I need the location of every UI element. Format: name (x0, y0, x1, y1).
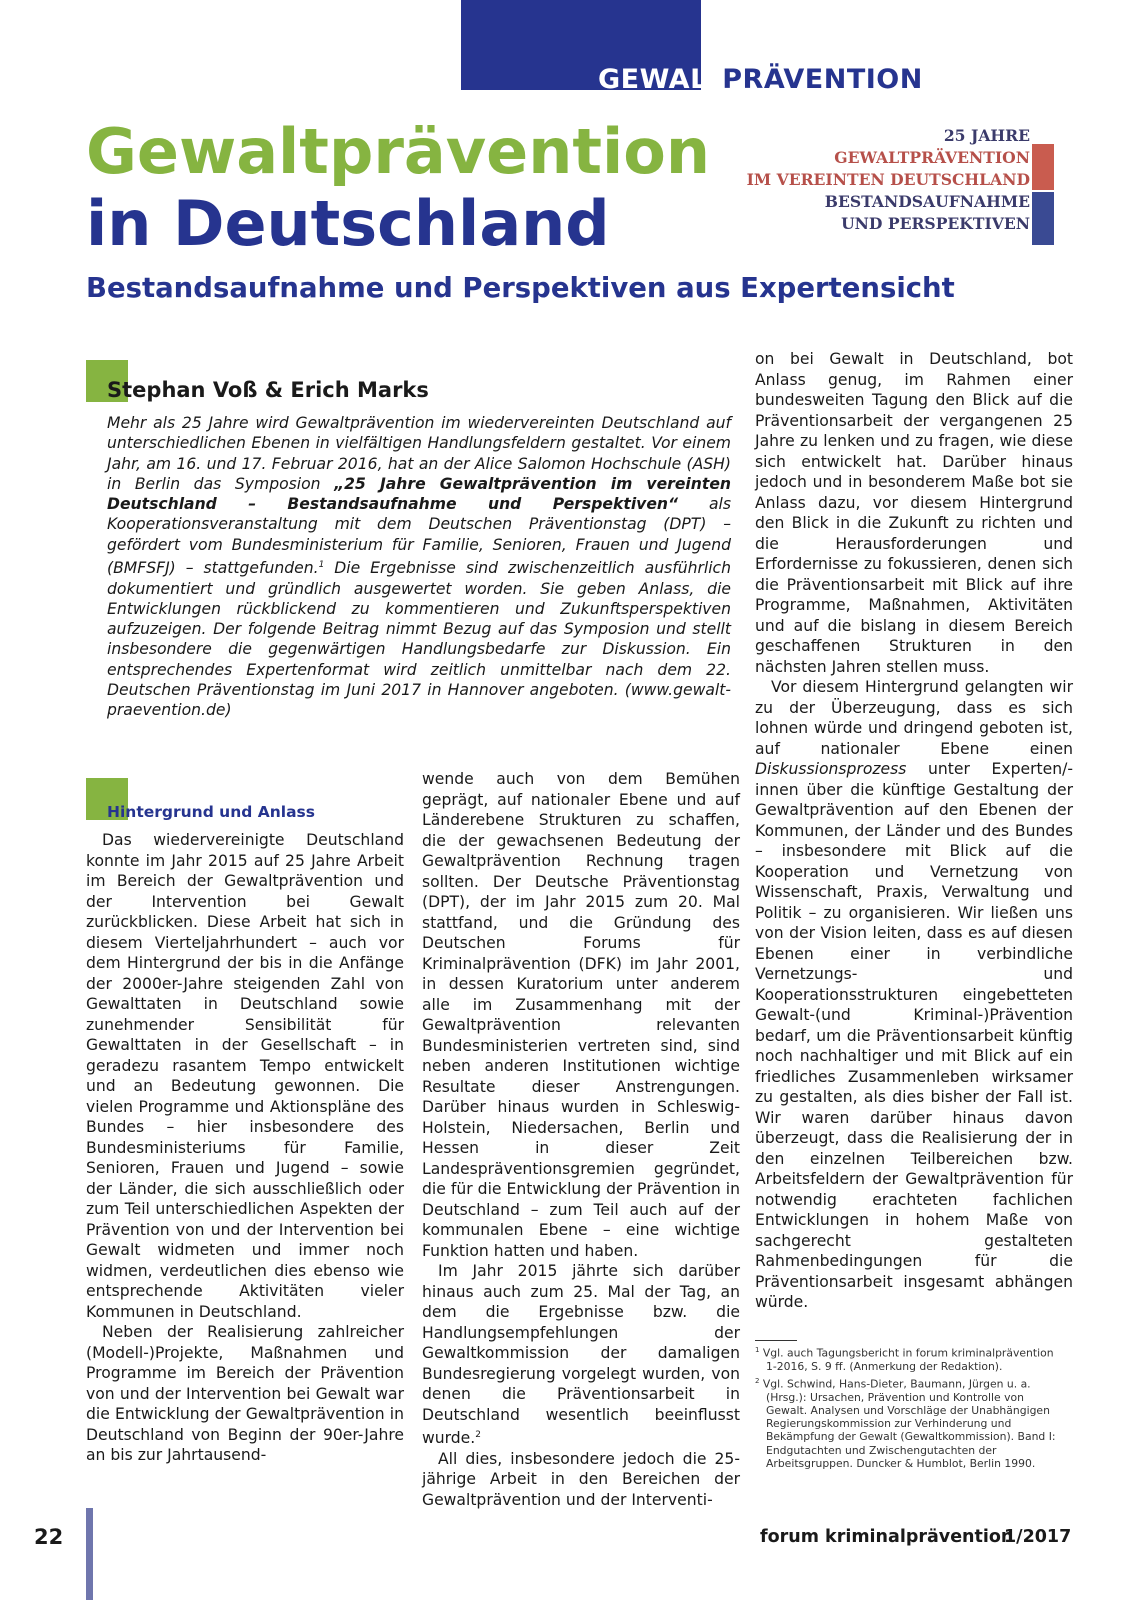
section-tag: GEWALTPRÄVENTION (598, 64, 923, 95)
page-title (86, 116, 710, 260)
title-line-1: Gewaltprävention (86, 115, 710, 188)
body-column-2: wende auch von dem Bemühen geprägt, auf nationaler Ebene und auf Länderebene Strukturen zu schaffen, die der gewachsenen Bedeutung der Gewaltprävention Rechnung tragen sollten. Der Deutsche Präventionstag (DPT), der im Jahr 2015 zum 20. Mal stattfand, und die Gründung des Deutschen Forums für Kriminalprävention (DFK) im Jahr 2001, in dessen Kuratorium unter anderem alle im Zusammenhang mit der Gewaltprävention relevanten Bundesministerien vertreten sind, sind neben anderen Institutionen wichtige Resultate dieser Anstrengungen. Darüber hinaus wurden in Schleswig-Holstein, Niedersachen, Berlin und Hessen in dieser Zeit Landespräventionsgremien gegründet, die für die Entwicklung der Prävention in Deutschland – zum Teil auch auf der kommunalen Ebene – eine wichtige Funktion hatten und haben. Im Jahr 2015 jährte sich darüber hinaus auch zum 25. Mal der Tag, an dem die Ergebnisse bzw. die Handlungsempfehlungen der Gewaltkommission der damaligen Bundesregierung vorgelegt wurden, von denen die Präventionsarbeit in Deutschland wesentlich beeinflusst wurde.$^2$ All dies, insbesondere jedoch die 25-jährige Arbeit in den Bereichen der Gewaltprävention und der Interventi- (422, 770, 740, 1509)
title-line-2: in Deutschland (86, 187, 610, 260)
section-heading: Hintergrund und Anlass (107, 803, 316, 821)
subtitle: Bestandsaufnahme und Perspektiven aus Expertensicht (86, 272, 955, 304)
footnote-1: $^1$ Vgl. auch Tagungsbericht in forum kriminalprävention 1-2016, S. 9 ff. (Anmerkung der Redaktion). (755, 1346, 1054, 1373)
authors: Stephan Voß & Erich Marks (107, 378, 429, 402)
logo-red-bar (1032, 144, 1054, 190)
footnote-divider (755, 1340, 797, 1341)
footnotes (755, 1344, 1060, 1472)
intro-text: Mehr als 25 Jahre wird Gewaltprävention im wiedervereinten Deutschland auf unterschiedlichen Ebenen in vielfältigen Handlungsfeldern gestaltet. Vor einem Jahr, am 16. und 17. Februar 2016, hat an der Alice Salomon Hochschule (ASH) in Berlin das Symposion „25 Jahre Gewaltprävention im vereinten Deutschland – Bestandsaufnahme und Perspektiven“ als Kooperationsveranstaltung mit dem Deutschen Präventionstag (DPT) – gefördert vom Bundesministerium für Familie, Senioren, Frauen und Jugend (BMFSFJ) – stattgefunden.$^1$ Die Ergebnisse sind zwischenzeitlich ausführlich dokumentiert und gründlich ausgewertet worden. Sie geben Anlass, die Entwicklungen rückblickend zu kommentieren und Zukunftsperspektiven aufzuzeigen. Der folgende Beitrag nimmt Bezug auf das Symposion und stellt insbesondere die gegenwärtigen Handlungsbedarfe zur Diskussion. Ein entsprechendes Expertenformat wird zeitlich unmittelbar nach dem 22. Deutschen Präventionstag im Juni 2017 in Hannover angeboten. (www.gewalt-praevention.de) (107, 414, 731, 720)
symposium-logo: 25 JAHRE GEWALTPRÄVENTION IM VEREINTEN DEUTSCHLAND BESTANDSAUFNAHME UND PERSPEKTIVEN (755, 125, 1078, 245)
magazine-name: forum kriminalprävention (760, 1527, 1014, 1547)
footnote-2: $^2$ Vgl. Schwind, Hans-Dieter, Baumann, Jürgen u. a. (Hrsg.): Ursachen, Prävention und Kontrolle von Gewalt. Analysen und Vorschläge der Unabhängigen Regierungskommission zur Verhinderung und Bekämpfung der Gewalt (Gewaltkommission). Band I: Endgutachten und Zwischengutachten der Arbeitsgruppen. Duncker & Humblot, Berlin 1990. (755, 1377, 1056, 1470)
body-column-1: Das wiedervereinigte Deutschland konnte im Jahr 2015 auf 25 Jahre Arbeit im Bereich der Gewaltprävention und der Intervention bei Gewalt zurückblicken. Diese Arbeit hat sich in diesem Vierteljahrhundert – auch vor dem Hintergrund der bis in die Anfänge der 2000er-Jahre steigenden Zahl von Gewalttaten in Deutschland sowie zunehmender Sensibilität für Gewalttaten in der Gesellschaft – in geradezu rasantem Tempo entwickelt und an Bedeutung gewonnen. Die vielen Programme und Aktionspläne des Bundes – hier insbesondere des Bundesministeriums für Familie, Senioren, Frauen und Jugend – sowie der Länder, die sich ausschließlich oder zum Teil unterschiedlichen Aspekten der Prävention von und der Intervention bei Gewalt widmeten und immer noch widmen, verdeutlichen dies ebenso wie entsprechende Aktivitäten vieler Kommunen in Deutschland. Neben der Realisierung zahlreicher (Modell-)Projekte, Maßnahmen und Programme im Bereich der Prävention von und der Intervention bei Gewalt war die Entwicklung der Gewaltprävention in Deutschland von Beginn der 90er-Jahre an bis zur Jahrtausend- (86, 831, 404, 1464)
page-number: 22 (34, 1525, 64, 1549)
body-column-3: on bei Gewalt in Deutschland, bot Anlass genug, im Rahmen einer bundesweiten Tagung den Blick auf die Präventionsarbeit der vergangenen 25 Jahre zu lenken und zu fragen, wie diese sich entwickelt hat. Darüber hinaus jedoch und in besonderem Maße bot sie Anlass dazu, vor diesem Hintergrund den Blick in die Zukunft zu richten und die Herausforderungen und Erfordernisse zu fokussieren, denen sich die Präventionsarbeit mit Blick auf ihre Programme, Maßnahmen, Aktivitäten und auf die bislang in diesem Bereich geschaffenen Strukturen in den nächsten Jahren stellen muss. Vor diesem Hintergrund gelangten wir zu der Überzeugung, dass es sich lohnen würde und dringend geboten ist, auf nationaler Ebene einen Diskussionsprozess unter Experten/-innen über die künftige Gestaltung der Gewaltprävention auf den Ebenen der Kommunen, der Länder und des Bundes – insbesondere mit Blick auf die Kooperation und Vernetzung von Wissenschaft, Praxis, Verwaltung und Politik – zu organisieren. Wir ließen uns von der Vision leiten, dass es auf diesen Ebenen einer in verbindliche Vernetzungs- und Kooperationsstrukturen eingebetteten Gewalt-(und Kriminal-)Prävention bedarf, um die Präventionsarbeit künftig noch nachhaltiger und mit Blick auf ein friedliches Zusammenleben wirksamer zu gestalten, als dies bisher der Fall ist. Wir waren darüber hinaus davon überzeugt, dass die Realisierung der in den einzelnen Teilbereichen bzw. Arbeitsfeldern der Gewaltprävention für notwendig erachteten fachlichen Entwicklungen in hohem Maße von sachgerecht gestalteten Rahmenbedingungen für die Präventionsarbeit insgesamt abhängen würde. (755, 350, 1073, 1311)
issue-number: 1/2017 (1004, 1527, 1072, 1547)
logo-blue-bar (1032, 192, 1054, 245)
footer-bar (86, 1508, 93, 1600)
